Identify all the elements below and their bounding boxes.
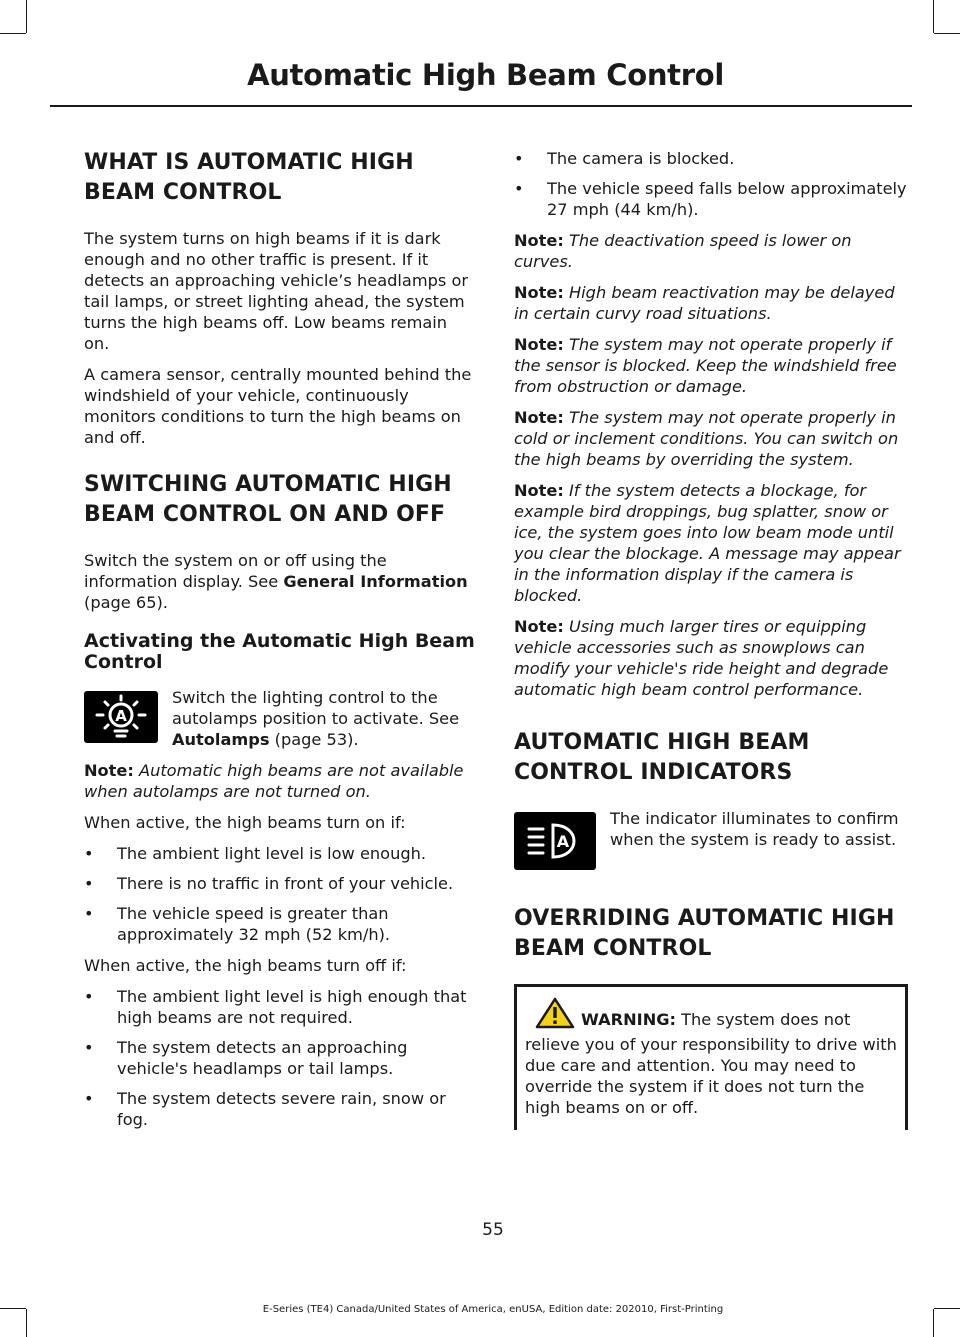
svg-text:A: A: [115, 707, 127, 725]
paragraph: When active, the high beams turn on if:: [84, 813, 406, 832]
list-item: • The vehicle speed falls below approximately 27 mph (44 km/h).: [514, 178, 908, 220]
list-item: • The system detects an approaching vehicle's headlamps or tail lamps.: [84, 1037, 476, 1079]
heading-switching: SWITCHING AUTOMATIC HIGH BEAM CONTROL ON AND OFF: [84, 472, 452, 527]
note: Note: High beam reactivation may be delayed in certain curvy road situations.: [514, 283, 895, 323]
list-item: • The system detects severe rain, snow or fog.: [84, 1088, 476, 1130]
list-item: • The ambient light level is low enough.: [84, 843, 476, 864]
heading-indicators: AUTOMATIC HIGH BEAM CONTROL INDICATORS: [514, 730, 810, 785]
note: Note: The deactivation speed is lower on curves.: [514, 231, 852, 271]
heading-overriding: OVERRIDING AUTOMATIC HIGH BEAM CONTROL: [514, 906, 895, 961]
note: Note: The system may not operate properly if the sensor is blocked. Keep the windshield free from obstruction or damage.: [514, 335, 897, 396]
list-item: • The ambient light level is high enough that high beams are not required.: [84, 986, 476, 1028]
note: Note: Using much larger tires or equipping vehicle accessories such as snowplows can modify your vehicle's ride height and degrade automatic high beam control performance.: [514, 617, 889, 699]
paragraph: The indicator illuminates to confirm when the system is ready to assist.: [610, 809, 899, 849]
crop-mark: [26, 0, 27, 33]
paragraph: When active, the high beams turn off if:: [84, 956, 407, 975]
list-item: • The vehicle speed is greater than approximately 32 mph (52 km/h).: [84, 903, 476, 945]
paragraph: Switch the system on or off using the information display. See General Information (page 65).: [84, 551, 468, 612]
paragraph: The system turns on high beams if it is dark enough and no other traffic is present. If it detects an approaching vehicle’s headlamps or tail lamps, or street lighting ahead, the system turns the high beams off. Low beams remain on.: [84, 229, 469, 353]
header-divider: [50, 105, 912, 107]
page-number: 55: [482, 1220, 504, 1240]
xref-autolamps[interactable]: Autolamps: [172, 730, 270, 749]
turn-on-conditions: [84, 843, 476, 945]
svg-text:A: A: [556, 832, 570, 851]
note: Note: The system may not operate properly in cold or inclement conditions. You can switch on the high beams by overriding the system.: [514, 408, 899, 469]
crop-mark: [0, 33, 26, 34]
crop-mark: [933, 0, 934, 33]
page-header-title: Automatic High Beam Control: [247, 58, 724, 92]
list-item: • The camera is blocked.: [514, 148, 908, 169]
autolamp-icon: [84, 691, 158, 743]
indicator-description: [514, 808, 908, 870]
page-footer: E-Series (TE4) Canada/United States of America, enUSA, Edition date: 202010, First-Printing: [262, 1304, 724, 1315]
turn-off-conditions-continued: [514, 148, 908, 220]
subheading-activating: Activating the Automatic High Beam Control: [84, 630, 475, 673]
heading-what-is: WHAT IS AUTOMATIC HIGH BEAM CONTROL: [84, 150, 414, 205]
left-column: [84, 148, 476, 1140]
turn-off-conditions: [84, 986, 476, 1130]
auto-high-beam-indicator-icon: [514, 812, 596, 870]
paragraph: Switch the lighting control to the autolamps position to activate. See Autolamps (page 53).: [172, 688, 460, 749]
list-item: • There is no traffic in front of your vehicle.: [84, 873, 476, 894]
note: Note: Automatic high beams are not available when autolamps are not turned on.: [84, 761, 464, 801]
crop-mark: [934, 33, 960, 34]
paragraph: A camera sensor, centrally mounted behind the windshield of your vehicle, continuously monitors conditions to turn the high beams on and off.: [84, 365, 472, 447]
warning-triangle-icon: [535, 997, 575, 1034]
xref-general-information[interactable]: General Information: [283, 572, 468, 591]
autolamp-instruction: [84, 687, 476, 750]
note: Note: If the system detects a blockage, for example bird droppings, bug splatter, snow or ice, the system goes into low beam mode until you clear the blockage. A message may appear in the information display if the camera is blocked.: [514, 481, 901, 605]
right-column: [514, 148, 908, 1130]
warning-box: WARNING: The system does not relieve you of your responsibility to drive with due care and attention. You may need to override the system if it does not turn the high beams on or off.: [514, 984, 908, 1130]
